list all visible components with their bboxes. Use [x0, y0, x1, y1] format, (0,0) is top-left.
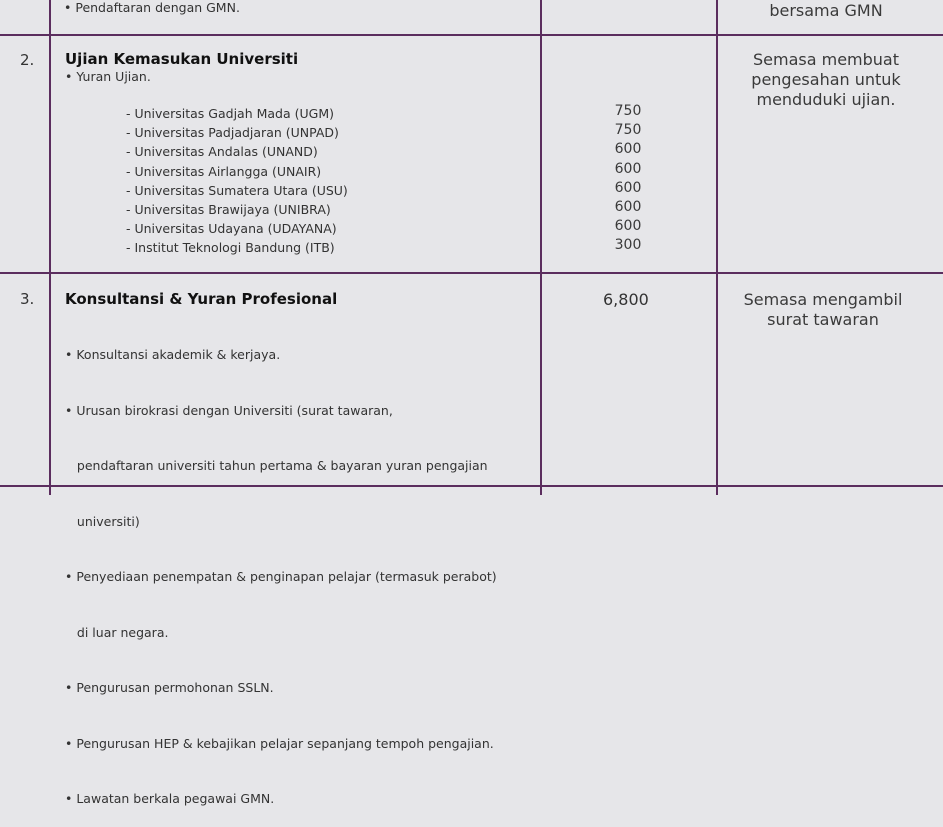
- detail-line: • Konsultansi akademik & kerjaya.: [65, 347, 281, 362]
- detail-line: • Lawatan berkala pegawai GMN.: [65, 791, 275, 806]
- row3-payment-timing: [738, 290, 908, 330]
- row1-payment-tail: bersama GMN: [769, 1, 883, 20]
- university-item: - Universitas Brawijaya (UNIBRA): [126, 201, 331, 217]
- payment-line: Semasa membuat: [752, 50, 899, 69]
- university-list: [126, 104, 348, 258]
- payment-line: surat tawaran: [767, 310, 879, 329]
- university-fee: 600: [614, 218, 642, 235]
- university-fee: 600: [614, 198, 642, 215]
- row2-sub-bullet: • Yuran Ujian.: [65, 69, 151, 84]
- university-item: - Universitas Airlangga (UNAIR): [126, 163, 322, 179]
- row2-payment-timing: [741, 50, 911, 110]
- detail-line: pendaftaran universiti tahun pertama & bayaran yuran pengajian: [65, 458, 488, 473]
- university-fee: 600: [614, 160, 642, 177]
- university-fee: 300: [614, 237, 642, 254]
- row3-title: Konsultansi & Yuran Profesional: [65, 290, 338, 308]
- detail-line: • Pengurusan HEP & kebajikan pelajar sepanjang tempoh pengajian.: [65, 735, 494, 751]
- row3-number: 3.: [20, 290, 35, 308]
- university-item: - Universitas Gadjah Mada (UGM): [126, 106, 334, 121]
- university-fee-list: [598, 102, 658, 256]
- table-column-divider-1: [49, 0, 51, 495]
- table-row-divider-2: [0, 272, 943, 274]
- table-row-divider-1: [0, 34, 943, 36]
- detail-line: • Urusan birokrasi dengan Universiti (surat tawaran,: [65, 402, 393, 418]
- university-fee: 600: [614, 179, 642, 196]
- university-fee: 750: [614, 122, 642, 139]
- payment-line: pengesahan untuk: [751, 70, 901, 89]
- row2-title: Ujian Kemasukan Universiti: [65, 50, 299, 68]
- row2-number: 2.: [20, 51, 35, 69]
- detail-line: • Penyediaan penempatan & penginapan pelajar (termasuk perabot): [65, 569, 497, 584]
- row1-bullet: • Pendaftaran dengan GMN.: [64, 0, 240, 15]
- university-item: - Institut Teknologi Bandung (ITB): [126, 240, 335, 256]
- university-item: - Universitas Andalas (UNAND): [126, 144, 318, 160]
- row3-details: [65, 308, 497, 827]
- detail-line: di luar negara.: [65, 624, 169, 640]
- university-fee: 750: [614, 103, 642, 119]
- university-item: - Universitas Udayana (UDAYANA): [126, 221, 337, 237]
- detail-line: universiti): [65, 513, 140, 529]
- table-column-divider-2: [540, 0, 542, 495]
- payment-line: Semasa mengambil: [743, 290, 903, 309]
- university-fee: 600: [614, 141, 642, 158]
- university-item: - Universitas Padjadjaran (UNPAD): [126, 125, 339, 141]
- detail-line: • Pengurusan permohonan SSLN.: [65, 680, 274, 695]
- table-column-divider-3: [716, 0, 718, 495]
- row3-fee: 6,800: [603, 290, 649, 309]
- university-item: - Universitas Sumatera Utara (USU): [126, 182, 348, 198]
- payment-line: menduduki ujian.: [756, 90, 896, 109]
